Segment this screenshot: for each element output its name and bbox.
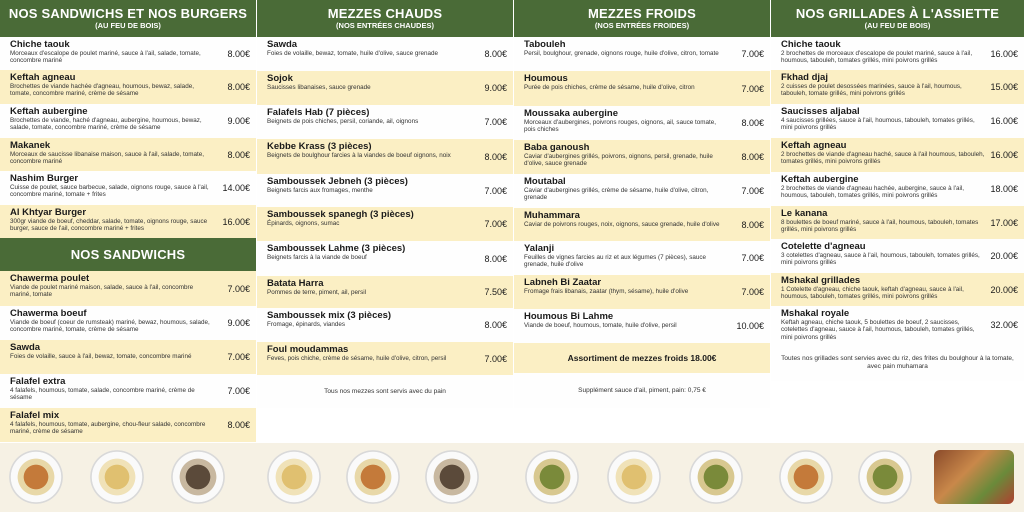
item-description: Viande de poulet mariné maison, salade, sauce à l'ail, concombre mariné, tomate — [10, 284, 194, 299]
menu-item — [771, 104, 1024, 138]
item-price: 7.00€ — [741, 253, 764, 263]
item-price: 9.00€ — [484, 83, 507, 93]
item-description: Purée de pois chiches, crème de sésame, huile d'olive, citron — [524, 84, 695, 91]
supplement-note: Supplément sauce d'ail, piment, pain: 0,75 € — [514, 373, 770, 408]
item-price: 17.00€ — [990, 217, 1018, 228]
item-name: Keftah agneau — [10, 72, 76, 83]
item-name: Foul moudammas — [267, 344, 349, 355]
item-name: Keftah aubergine — [781, 174, 859, 185]
item-name: Al Khtyar Burger — [10, 207, 87, 218]
item-description: Keftah agneau, chiche taouk, 5 boulettes de boeuf, 2 saucisses, cotelettes d'agneau, sauce à l'ail, houmous, tabouleh, tomates grillés, mini poivrons grillés — [781, 319, 975, 341]
item-name: Batata Harra — [267, 278, 324, 289]
menu-item — [257, 37, 513, 71]
item-name: Tabouleh — [524, 39, 566, 50]
menu-item — [514, 208, 770, 241]
item-description: Beignets de boulghour farcies à la viandes de boeuf oignons, noix — [267, 152, 451, 159]
item-price: 8.00€ — [741, 219, 764, 230]
section-subtitle: (NOS ENTRÉES FROIDES) — [594, 21, 690, 30]
item-price: 7.00€ — [484, 185, 507, 196]
menu-item — [514, 241, 770, 275]
item-price: 16.00€ — [990, 48, 1018, 59]
section-title: NOS GRILLADES À L'ASSIETTE — [795, 6, 1000, 21]
item-price: 8.00€ — [484, 151, 507, 162]
item-name: Moussaka aubergine — [524, 108, 618, 119]
item-price: 16.00€ — [990, 116, 1018, 126]
item-description: 2 brochettes de viande d'agneau hachée, aubergine, sauce à l'ail, houmous, tabouleh, tomates grillés, mini poivrons grillés — [781, 185, 965, 200]
section-header — [0, 0, 256, 37]
item-description: Viande de boeuf, houmous, tomate, huile d'olive, persil — [524, 322, 677, 329]
item-price: 7.00€ — [741, 287, 764, 297]
dish-photo — [87, 450, 147, 504]
item-description: Épinards, oignons, sumac — [267, 220, 340, 227]
item-description: Foies de volaille, sauce à l'ail, bewaz, tomate, concombre mariné — [10, 353, 192, 360]
item-price: 18.00€ — [990, 184, 1018, 194]
item-description: Beignets de pois chiches, persil, coriande, ail, oignons — [267, 118, 419, 125]
item-description: Caviar d'aubergines grillés, crème de sésame, huile d'olive, citron, grenade — [524, 187, 709, 202]
item-name: Kebbe Krass (3 pièces) — [267, 141, 372, 152]
item-description: Foies de volaille, bewaz, tomate, huile d'olive, sauce grenade — [267, 50, 438, 57]
item-description: 2 cuisses de poulet desossées marinées, sauce à l'ail, houmous, tabouleh, tomate grillés, mini poivrons grillés — [781, 83, 962, 98]
dish-photo — [168, 450, 228, 504]
section-header — [771, 0, 1024, 37]
menu-item — [257, 207, 513, 241]
item-price: 7.50€ — [484, 287, 507, 297]
item-price: 8.00€ — [484, 49, 507, 59]
menu-item — [514, 71, 770, 106]
item-description: Viande de boeuf (coeur de rumsteak) mariné, bewaz, houmous, salade, concombre mariné, tomate, crème de sésame — [10, 319, 210, 334]
item-name: Cotelette d'agneau — [781, 241, 866, 252]
item-price: 8.00€ — [484, 253, 507, 264]
item-name: Saucisses aljabal — [781, 106, 860, 117]
item-description: Pommes de terre, piment, ail, persil — [267, 289, 367, 296]
section-header — [257, 0, 513, 37]
dish-photo — [855, 450, 915, 504]
item-description: Morceaux d'escalope de poulet mariné, sauce à l'ail, salade, tomate, concombre mariné — [10, 50, 201, 65]
item-name: Le kanana — [781, 208, 828, 219]
menu-item — [257, 276, 513, 308]
item-description: Persil, boulghour, grenade, oignons rouge, huile d'olive, citron, tomate — [524, 50, 719, 57]
menu-item — [771, 206, 1024, 239]
item-price: 8.00€ — [227, 149, 250, 160]
item-description: Morceaux d'aubergines, poivrons rouges, oignons, ail, sauce tomate, pois chiches — [524, 119, 716, 134]
menu-item — [771, 138, 1024, 172]
column-mezzes-chauds — [257, 0, 513, 512]
menu-item — [257, 139, 513, 174]
item-description: Feves, pois chiche, crème de sésame, huile d'olive, citron, persil — [267, 355, 447, 362]
menu-item — [257, 105, 513, 139]
dish-photo — [343, 450, 403, 504]
item-description: Beignets farcis à la viande de boeuf — [267, 254, 367, 261]
item-name: Chawerma boeuf — [10, 308, 87, 319]
item-description: Feuilles de vignes farcies au riz et aux légumes (7 pièces), sauce grenade, huile d'olive — [524, 254, 706, 269]
item-name: Mshakal royale — [781, 308, 850, 319]
item-price: 7.00€ — [484, 117, 507, 127]
item-price: 7.00€ — [741, 83, 764, 94]
item-name: Muhammara — [524, 210, 580, 221]
item-name: Baba ganoush — [524, 142, 590, 153]
item-description: Morceaux de saucisse libanaise maison, sauce à l'ail, salade, tomate, concombre mariné — [10, 151, 205, 166]
dish-photo — [934, 450, 1014, 504]
menu-item — [771, 172, 1024, 206]
menu-item — [0, 70, 256, 104]
menu-item — [514, 309, 770, 343]
column-mezzes-froids — [514, 0, 770, 512]
section-subtitle: (AU FEU DE BOIS) — [95, 21, 161, 30]
section-header-sandwichs — [0, 238, 256, 271]
assortment-offer: Assortiment de mezzes froids 18.00€ — [514, 343, 770, 373]
item-price: 32.00€ — [990, 320, 1018, 330]
item-name: Fkhad djaj — [781, 72, 828, 83]
item-name: Keftah agneau — [781, 140, 847, 151]
column-sandwichs-burgers — [0, 0, 256, 512]
menu-item — [514, 37, 770, 71]
dish-photo — [776, 450, 836, 504]
item-name: Chiche taouk — [10, 39, 70, 50]
item-name: Mshakal grillades — [781, 275, 861, 286]
item-price: 7.00€ — [227, 352, 250, 362]
item-price: 9.00€ — [227, 116, 250, 126]
menu-item — [514, 140, 770, 174]
item-name: Yalanji — [524, 243, 555, 254]
item-price: 8.00€ — [227, 48, 250, 59]
item-description: Fromage, épinards, viandes — [267, 321, 346, 328]
item-price: 7.00€ — [484, 219, 507, 229]
menu-item — [771, 70, 1024, 104]
section-subtitle: (NOS ENTRÉES CHAUDES) — [336, 21, 434, 30]
section-subtitle: (AU FEU DE BOIS) — [864, 21, 931, 30]
item-name: Falafel mix — [10, 410, 60, 421]
item-price: 20.00€ — [990, 284, 1018, 295]
dish-photo — [422, 450, 482, 504]
menu-item — [0, 374, 256, 408]
item-name: Samboussek spanegh (3 pièces) — [267, 209, 414, 220]
item-price: 8.00€ — [227, 420, 250, 430]
menu-item — [257, 241, 513, 276]
item-description: 2 brochettes de morceaux d'escalope de poulet mariné, sauce à l'ail, houmous, tabouleh, tomates grillés, mini poivrons grillés — [781, 50, 973, 65]
menu-item — [514, 174, 770, 208]
item-description: Caviar d'aubergines grillés, poivrons, oignons, persil, grenade, huile d'olive, sauce grenade — [524, 153, 713, 168]
item-price: 9.00€ — [227, 318, 250, 328]
item-name: Labneh Bi Zaatar — [524, 277, 602, 288]
item-name: Samboussek mix (3 pièces) — [267, 310, 392, 321]
item-price: 7.00€ — [741, 49, 764, 59]
grillades-note: Toutes nos grillades sont servies avec du riz, des frites du boulghour à la tomate, avec pain muhamara — [771, 344, 1024, 381]
item-price: 7.00€ — [741, 186, 764, 196]
menu-item — [771, 239, 1024, 273]
menu-item — [257, 71, 513, 105]
menu-item — [0, 205, 256, 238]
item-name: Falafel extra — [10, 376, 66, 387]
item-description: 4 saucisses grillées, sauce à l'ail, houmous, tabouleh, tomates grillés, mini poivrons grillés — [781, 117, 975, 132]
menu-item — [771, 37, 1024, 70]
item-name: Sojok — [267, 73, 293, 84]
menu-item — [771, 306, 1024, 344]
item-description: Saucisses libanaises, sauce grenade — [267, 84, 371, 91]
item-description: 4 falafels, houmous, tomate, aubergine, chou-fleur salade, concombre mariné, crème de sésame — [10, 421, 206, 436]
item-price: 8.00€ — [227, 82, 250, 92]
item-name: Nashim Burger — [10, 173, 79, 184]
item-price: 8.00€ — [484, 320, 507, 330]
menu-item — [257, 342, 513, 375]
item-price: 16.00€ — [990, 150, 1018, 160]
item-description: 300gr viande de boeuf, cheddar, salade, tomate, oignons rouge, sauce burger, sauce de l'ail, concombre mariné + frites — [10, 218, 208, 233]
item-price: 20.00€ — [990, 251, 1018, 261]
item-price: 7.00€ — [227, 283, 250, 294]
item-name: Samboussek Jebneh (3 pièces) — [267, 176, 408, 187]
column-grillades — [771, 0, 1024, 512]
item-name: Houmous — [524, 73, 568, 84]
item-price: 8.00€ — [741, 118, 764, 128]
item-price: 16.00€ — [222, 216, 250, 227]
menu-item — [0, 104, 256, 138]
menu-item — [771, 273, 1024, 306]
item-price: 10.00€ — [736, 321, 764, 331]
item-description: Cuisse de poulet, sauce barbecue, salade, oignons rouge, sauce à l'ail, concombre mariné, tomate + frites — [10, 184, 209, 199]
item-price: 15.00€ — [990, 82, 1018, 92]
menu-item — [0, 340, 256, 374]
dish-photo — [686, 450, 746, 504]
item-price: 7.00€ — [484, 353, 507, 364]
item-name: Falafels Hab (7 pièces) — [267, 107, 370, 118]
section-title: MEZZES FROIDS — [587, 6, 697, 21]
food-photos-strip — [0, 443, 1024, 512]
menu-item — [0, 408, 256, 442]
menu-item — [257, 308, 513, 342]
item-description: 1 Cotelette d'agneau, chiche taouk, keftah d'agneau, sauce à l'ail, houmous, tabouleh, tomates grillés, mini poivrons grillés — [781, 286, 964, 301]
item-name: Sawda — [10, 342, 41, 353]
item-price: 7.00€ — [227, 386, 250, 396]
menu-item — [0, 306, 256, 340]
dish-photo — [264, 450, 324, 504]
item-description: 3 cotelettes d'agneau, sauce à l'ail, houmous, tabouleh, tomates grillés, mini poivrons grillés — [781, 252, 980, 267]
item-name: Chiche taouk — [781, 39, 841, 50]
item-name: Houmous Bi Lahme — [524, 311, 614, 322]
item-description: Brochettes de viande, haché d'agneau, aubergine, houmous, bewaz, salade, tomate, concombre mariné, crème de sésame — [10, 117, 202, 132]
item-name: Chawerma poulet — [10, 273, 90, 284]
item-name: Sawda — [267, 39, 298, 50]
menu-item — [514, 106, 770, 140]
section-title: NOS SANDWICHS ET NOS BURGERS — [8, 6, 248, 21]
item-name: Moutabal — [524, 176, 566, 187]
item-name: Samboussek Lahme (3 pièces) — [267, 243, 406, 254]
item-description: Fromage frais libanais, zaatar (thym, sésame), huile d'olive — [524, 288, 689, 295]
dish-photo — [6, 450, 66, 504]
dish-photo — [604, 450, 664, 504]
item-description: 8 boulettes de boeuf mariné, sauce à l'ail, houmous, tabouleh, tomates grillés, mini poivrons grillés — [781, 219, 979, 234]
menu-item — [0, 138, 256, 171]
item-description: Beignets farcis aux fromages, menthe — [267, 187, 373, 194]
item-description: Caviar de poivrons rouges, noix, oignons, sauce grenade, huile d'olive — [524, 221, 720, 228]
dish-photo — [522, 450, 582, 504]
menu-item — [257, 174, 513, 207]
section-title: MEZZES CHAUDS — [327, 6, 443, 21]
menu-item — [0, 171, 256, 205]
item-description: 2 brochettes de viande d'agneau haché, sauce à l'ail houmous, tabouleh, tomates grillés, mini poivrons grillés — [781, 151, 985, 166]
section-title: NOS SANDWICHS — [70, 247, 186, 262]
menu-item — [514, 275, 770, 309]
menu-item — [0, 37, 256, 70]
item-description: Brochettes de viande hachée d'agneau, houmous, bewaz, salade, tomate, concombre mariné, crème de sésame — [10, 83, 194, 98]
bread-note: Tous nos mezzes sont servis avec du pain — [257, 375, 513, 408]
menu-item — [0, 271, 256, 306]
item-description: 4 falafels, houmous, tomate, salade, concombre mariné, crème de sésame — [10, 387, 195, 402]
item-price: 14.00€ — [222, 183, 250, 193]
item-price: 8.00€ — [741, 152, 764, 162]
section-header — [514, 0, 770, 37]
item-name: Keftah aubergine — [10, 106, 88, 117]
item-name: Makanek — [10, 140, 51, 151]
